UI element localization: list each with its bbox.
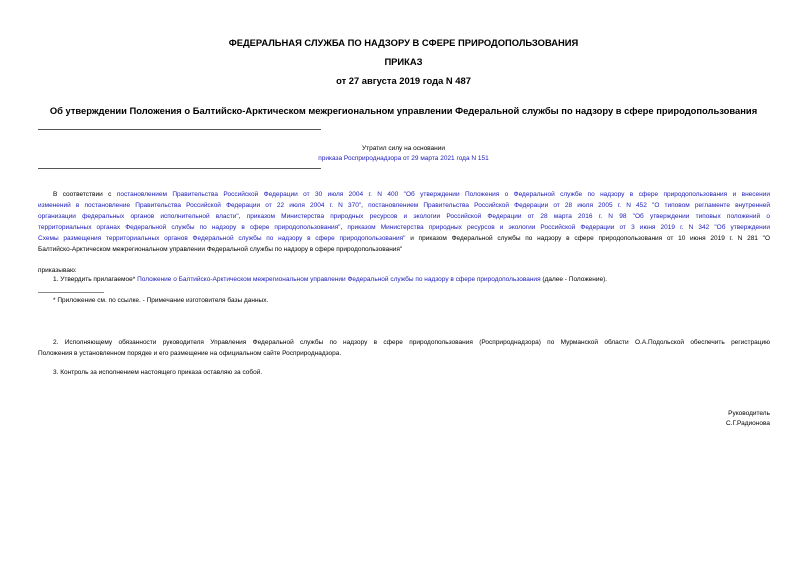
decree-452-link[interactable]: постановлением Правительства Российской Федерации от 28 июля 2005 г. N 452 "О типовом регламенте внутренней: [368, 202, 771, 209]
item-1-suffix: (далее - Положение).: [540, 276, 608, 283]
order-281-text: и приказом Федеральной службы по надзору в сфере природопользования от 10 июня 2019 г. N 281 "О: [405, 235, 771, 242]
divider-top: [38, 129, 321, 130]
signature-name: С.Г.Радионова: [725, 420, 770, 427]
order-342-link-cont[interactable]: Схемы размещения территориальных органов Федеральной службы по надзору в сфере природопользования": [38, 235, 406, 242]
preamble-text: В соответствии с: [53, 191, 117, 198]
document-type: ПРИКАЗ: [384, 56, 423, 67]
preamble-line-3: [38, 211, 770, 222]
item-2-line-2: Положения в установленном порядке и его размещение на официальном сайте Росприроднадзора.: [38, 350, 342, 357]
status-line: Утратил силу на основании: [361, 145, 446, 152]
item-1: [53, 274, 770, 285]
footnote-divider: [38, 292, 104, 293]
order-98-link-cont[interactable]: территориальных органах Федеральной службы по надзору в сфере природопользования": [38, 224, 341, 231]
signature-role: Руководитель: [728, 410, 770, 417]
footnote: * Приложение см. по ссылке. - Примечание изготовителя базы данных.: [53, 297, 269, 304]
preamble-line-5: [38, 233, 770, 244]
separator: ,: [340, 224, 348, 231]
preamble-line-4: [38, 222, 770, 233]
item-2-line-1: 2. Исполняющему обязанности руководителя Управления Федеральной службы по надзору в сфере природопользования (Росприроднадзора) по Мурманской области О.А.Подольской обеспечить регистрацию: [53, 339, 770, 346]
agency-name: ФЕДЕРАЛЬНАЯ СЛУЖБА ПО НАДЗОРУ В СФЕРЕ ПРИРОДОПОЛЬЗОВАНИЯ: [228, 37, 579, 48]
decree-400-link[interactable]: постановлением Правительства Российской Федерации от 30 июля 2004 г. N 400 "Об утверждении Положения о Федеральной службе по надзору в сфере природопользования и внесении: [116, 191, 771, 198]
document-date-number: от 27 августа 2019 года N 487: [336, 75, 471, 86]
item-1-text: 1. Утвердить прилагаемое*: [53, 276, 138, 283]
order-98-link[interactable]: приказом Министерства природных ресурсов и экологии Российской Федерации от 28 марта 2016 г. N 98 "Об утверждении типовых положений о: [246, 213, 770, 220]
divider-bottom: [38, 168, 321, 169]
document-title: Об утверждении Положения о Балтийско-Арктическом межрегиональном управлении Федеральной службы по надзору в сфере природопользования: [49, 105, 758, 116]
item-3: 3. Контроль за исполнением настоящего приказа оставляю за собой.: [53, 369, 263, 376]
separator: ,: [361, 202, 369, 209]
order-342-link[interactable]: приказом Министерства природных ресурсов и экологии Российской Федерации от 3 июня 2019 г. N 342 "Об утверждении: [347, 224, 770, 231]
decree-370-link[interactable]: изменений в постановление Правительства Российской Федерации от 22 июля 2004 г. N 370": [38, 202, 362, 209]
regulation-link[interactable]: Положение о Балтийско-Арктическом межрегиональном управлении Федеральной службы по надзору в сфере природопользования: [137, 276, 541, 283]
preamble-line-6: Балтийско-Арктическом межрегиональном управлении Федеральной службы по надзору в сфере природопользования": [38, 246, 403, 253]
preamble-line-2: [38, 200, 770, 211]
repeal-order-link[interactable]: приказа Росприроднадзора от 29 марта 2021 года N 151: [318, 155, 489, 162]
preamble-line-1: [53, 189, 770, 200]
orders-word: приказываю:: [38, 267, 77, 274]
separator: ,: [238, 213, 247, 220]
decree-452-link-cont[interactable]: организации федеральных органов исполнительной власти": [38, 213, 239, 220]
